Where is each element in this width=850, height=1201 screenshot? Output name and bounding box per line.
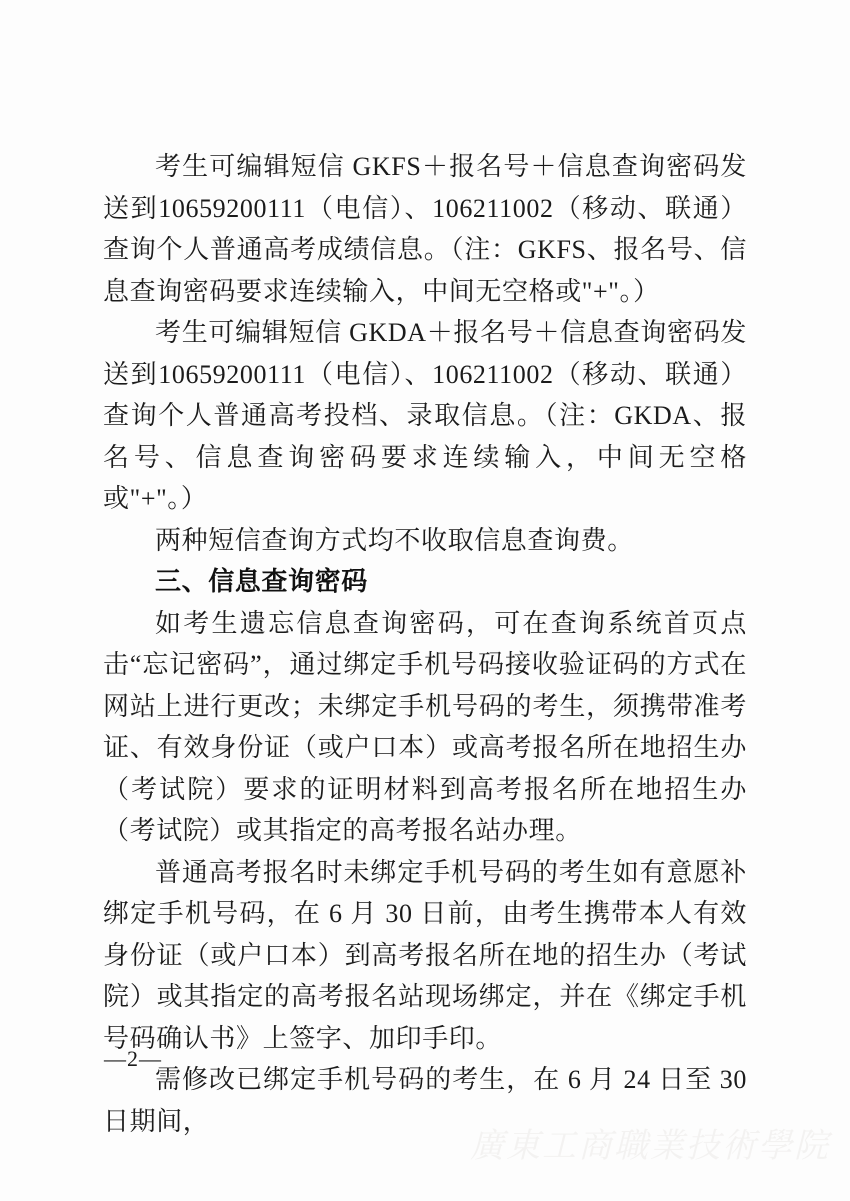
paragraph-supplement-bind-phone: 普通高考报名时未绑定手机号码的考生如有意愿补绑定手机号码，在 6 月 30 日前，由考生携带本人有效身份证（或户口本）到高考报名所在地的招生办（考试院）或其指定的高考报名站现场绑定，并在《绑定手机号码确认书》上签字、加印手印。 — [103, 857, 747, 1053]
section-heading-info-query-password: 三、信息查询密码 — [155, 566, 368, 596]
paragraph-sms-score-query: 考生可编辑短信 GKFS＋报名号＋信息查询密码发送到10659200111（电信）、106211002（移动、联通）查询个人普通高考成绩信息。（注：GKFS、报名号、信息查询密码要求连续输入，中间无空格或"+"。） — [103, 152, 747, 306]
page-number: —2— — [104, 1046, 162, 1071]
watermark: 廣東工商職業技術學院 — [470, 1128, 830, 1165]
paragraph-modify-bound-phone: 需修改已绑定手机号码的考生，在 6 月 24 日至 30 日期间， — [103, 1065, 747, 1136]
paragraph-sms-admission-query: 考生可编辑短信 GKDA＋报名号＋信息查询密码发送到10659200111（电信）、106211002（移动、联通）查询个人普通高考投档、录取信息。（注：GKDA、报名号、信息查询密码要求连续输入，中间无空格或"+"。） — [103, 318, 747, 513]
paragraph-forgot-password: 如考生遗忘信息查询密码，可在查询系统首页点击“忘记密码”，通过绑定手机号码接收验证码的方式在网站上进行更改；未绑定手机号码的考生，须携带准考证、有效身份证（或户口本）或高考报名所在地招生办（考试院）要求的证明材料到高考报名所在地招生办（考试院）或其指定的高考报名站办理。 — [103, 608, 747, 845]
document-body — [103, 146, 747, 1142]
paragraph-no-query-fee: 两种短信查询方式均不收取信息查询费。 — [155, 525, 634, 555]
